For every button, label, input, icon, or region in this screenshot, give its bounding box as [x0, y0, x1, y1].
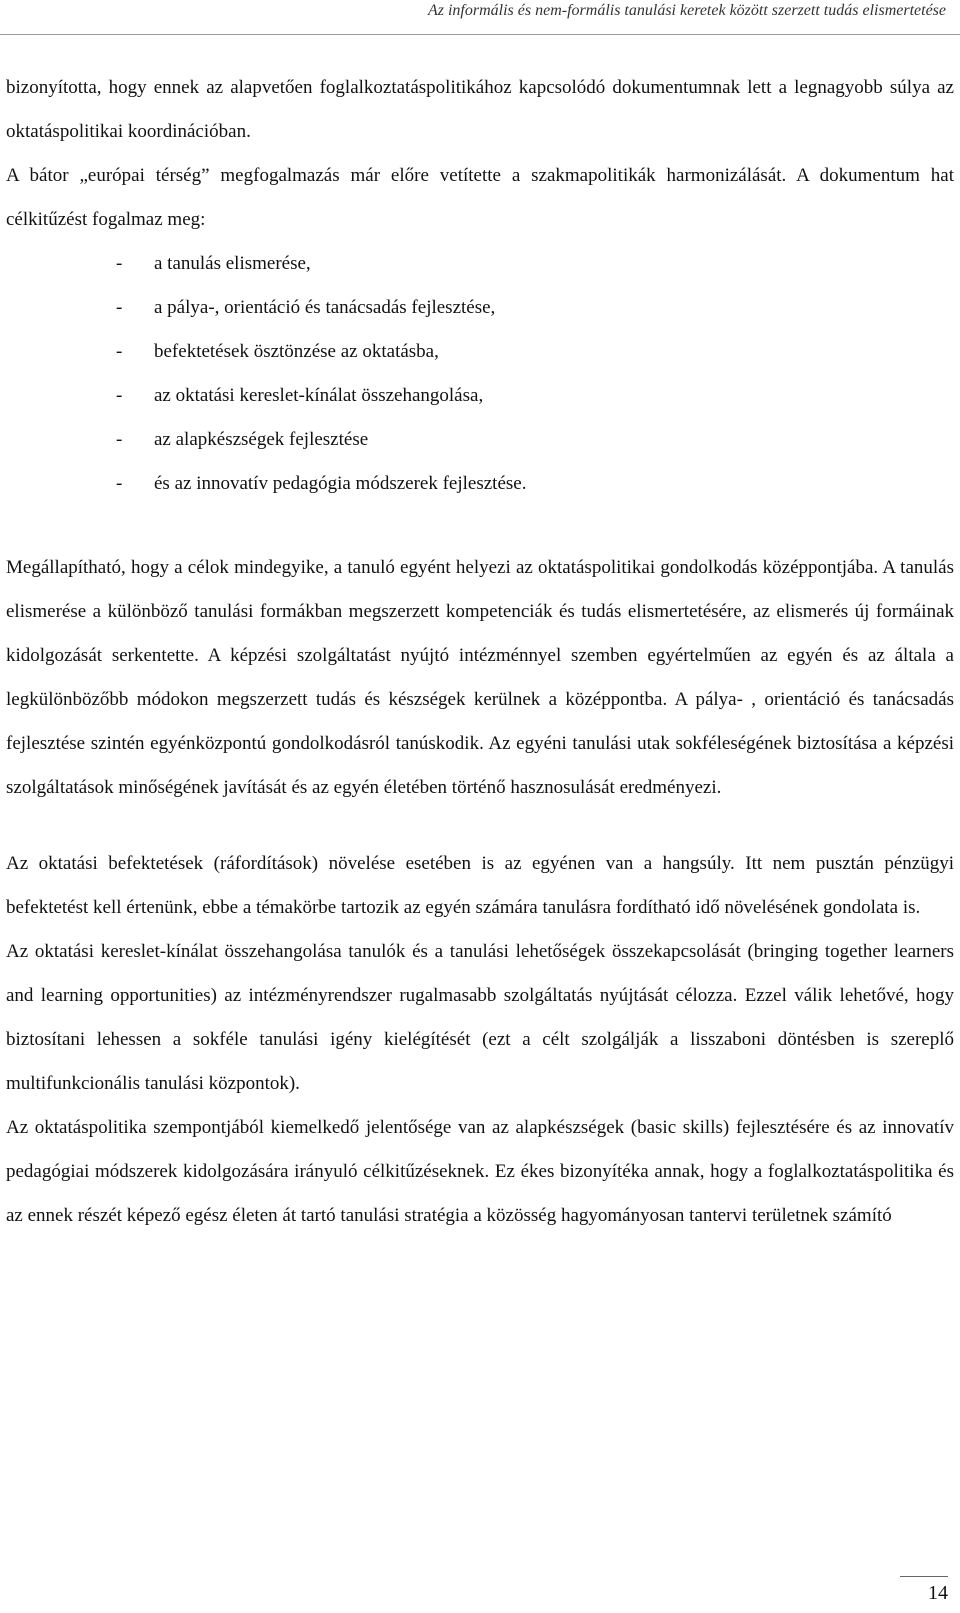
bullet-marker: -: [116, 473, 123, 494]
list-item: [6, 374, 954, 418]
running-header-title: Az informális és nem-formális tanulási keretek között szerzett tudás elismertetése: [427, 2, 946, 19]
list-item: [6, 242, 954, 286]
objectives-list: [6, 242, 954, 506]
paragraph-supply-demand: Az oktatási kereslet-kínálat összehangolása tanulók és a tanulási lehetőségek összekapcsolását (bringing together learners and learning opportunities) az intézményrendszer rugalmasabb szolgáltatás nyújtását célozza. Ezzel válik lehetővé, hogy biztosítani lehessen a sokféle tanulási igény kielégítését (ezt a célt szolgálják a lisszaboni döntésben is szereplő multifunkcionális tanulási központok).: [6, 941, 954, 1094]
paragraph-basic-skills: Az oktatáspolitika szempontjából kiemelkedő jelentősége van az alapkészségek (basic skills) fejlesztésére és az innovatív pedagógiai módszerek kidolgozására irányuló célkitűzéseknek. Ez ékes bizonyítéka annak, hogy a foglalkoztatáspolitika és az ennek részét képező egész életen át tartó tanulási stratégia a közösség hagyományosan tantervi területnek számító: [6, 1117, 954, 1226]
list-item-text: a tanulás elismerése,: [154, 253, 311, 274]
bullet-marker: -: [116, 429, 123, 450]
paragraph-goals-analysis: Megállapítható, hogy a célok mindegyike, a tanuló egyént helyezi az oktatáspolitikai gondolkodás középpontjába. A tanulás elismerése a különböző tanulási formákban megszerzett kompetenciák és tudás elismertetésére, az elismerés új formáinak kidolgozását serkentette. A képzési szolgáltatást nyújtó intézménnyel szemben egyértelműen az egyén és az általa a legkülönbözőbb módokon megszerzett tudás és készségek kerülnek a középpontba. A pálya- , orientáció és tanácsadás fejlesztése szintén egyénközpontú gondolkodásról tanúskodik. Az egyéni tanulási utak sokféleségének biztosítása a képzési szolgáltatások minőségének javítását és az egyén életében történő hasznosulását eredményezi.: [6, 557, 954, 798]
bullet-marker: -: [116, 385, 123, 406]
page-number: 14: [928, 1582, 948, 1604]
bullet-marker: -: [116, 297, 123, 318]
list-item: [6, 418, 954, 462]
list-intro-paragraph: A bátor „európai térség” megfogalmazás már előre vetítette a szakmapolitikák harmonizálását. A dokumentum hat célkitűzést fogalmaz meg:: [6, 165, 954, 230]
paragraph-spacer: [6, 810, 954, 842]
list-item-text: a pálya-, orientáció és tanácsadás fejlesztése,: [154, 297, 496, 318]
intro-paragraph: bizonyította, hogy ennek az alapvetően foglalkoztatáspolitikához kapcsolódó dokumentumnak lett a legnagyobb súlya az oktatáspolitikai koordinációban.: [6, 77, 954, 142]
list-item-text: az oktatási kereslet-kínálat összehangolása,: [154, 385, 484, 406]
paragraph-spacer: [6, 506, 954, 546]
list-item-text: befektetések ösztönzése az oktatásba,: [154, 341, 439, 362]
document-body: [6, 66, 954, 1238]
bullet-marker: -: [116, 253, 123, 274]
list-item: [6, 330, 954, 374]
bullet-marker: -: [116, 341, 123, 362]
paragraph-investments: Az oktatási befektetések (ráfordítások) növelése esetében is az egyénen van a hangsúly. Itt nem pusztán pénzügyi befektetést kell értenünk, ebbe a témakörbe tartozik az egyén számára tanulásra fordítható idő növelésének gondolata is.: [6, 853, 954, 918]
footer-divider: [900, 1576, 948, 1577]
list-item: [6, 462, 954, 506]
page-footer: [900, 1576, 948, 1607]
list-item-text: az alapkészségek fejlesztése: [154, 429, 369, 450]
list-item-text: és az innovatív pedagógia módszerek fejlesztése.: [154, 473, 527, 494]
header-divider: [0, 34, 960, 35]
list-item: [6, 286, 954, 330]
